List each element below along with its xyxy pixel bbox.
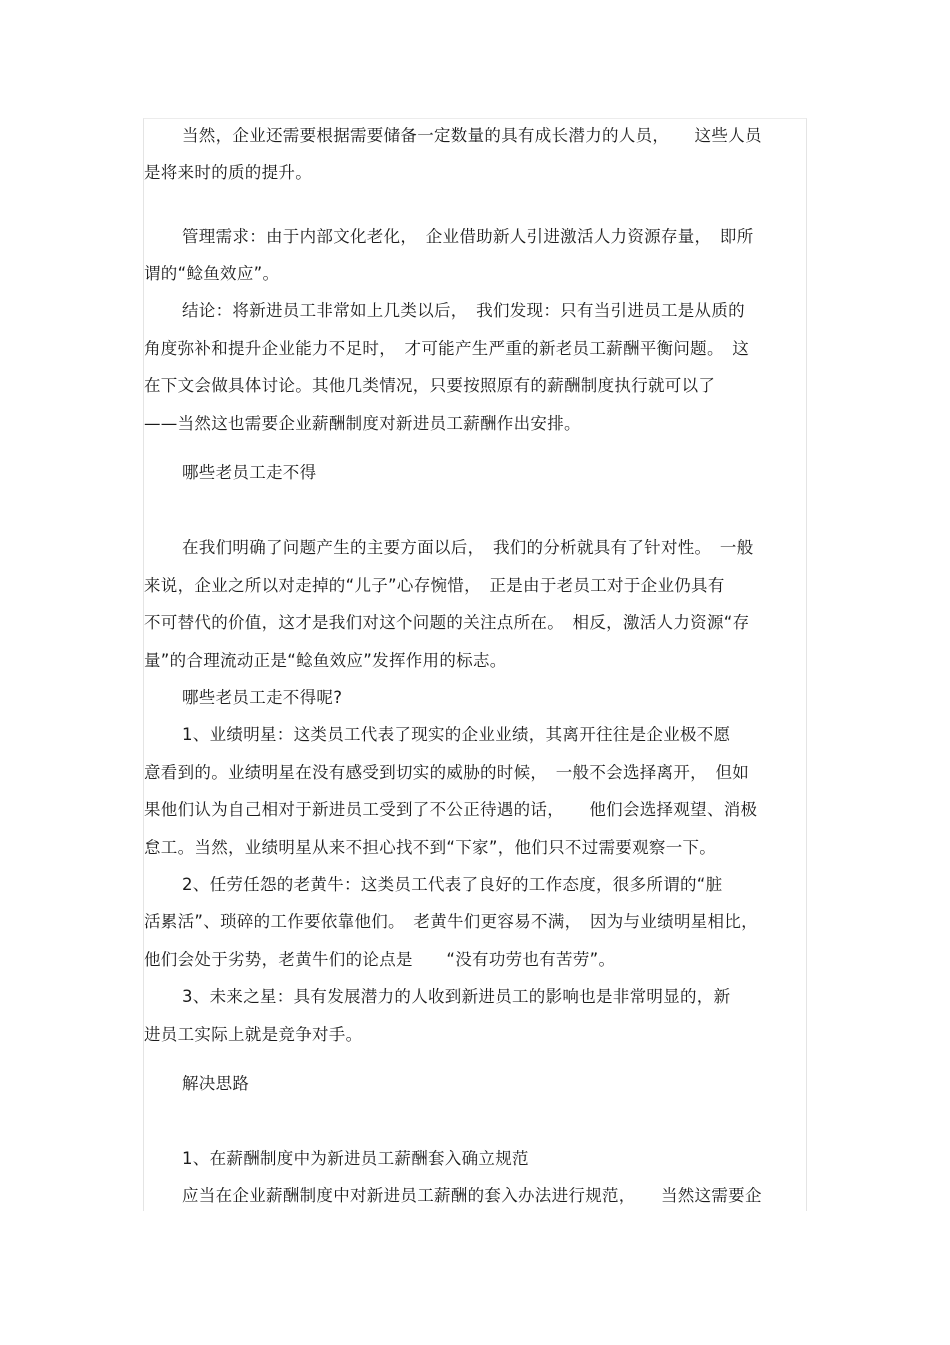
text-line: 他们会处于劣势，老黄牛们的论点是 “没有功劳也有苦劳”。 <box>144 950 616 969</box>
text-line: 管理需求：由于内部文化老化， 企业借助新人引进激活人力资源存量， 即所 <box>182 227 754 246</box>
section-heading: 解决思路 <box>182 1074 250 1093</box>
text-line: 哪些老员工走不得呢? <box>182 688 343 707</box>
text-line: 进员工实际上就是竞争对手。 <box>144 1025 363 1044</box>
text-line: 是将来时的质的提升。 <box>144 163 312 182</box>
text-line: 不可替代的价值，这才是我们对这个问题的关注点所在。 相反，激活人力资源“存 <box>144 613 750 632</box>
text-line: 来说，企业之所以对走掉的“儿子”心存惋惜， 正是由于老员工对于企业仍具有 <box>144 576 725 595</box>
text-line: 谓的“鲶鱼效应”。 <box>144 264 280 283</box>
text-line: 角度弥补和提升企业能力不足时， 才可能产生严重的新老员工薪酬平衡问题。 这 <box>144 339 750 358</box>
text-line: 1、业绩明星：这类员工代表了现实的企业业绩，其离开往往是企业极不愿 <box>182 725 731 744</box>
text-line: 在下文会做具体讨论。其他几类情况，只要按照原有的薪酬制度执行就可以了 <box>144 376 716 395</box>
text-line: 2、任劳任怨的老黄牛：这类员工代表了良好的工作态度，很多所谓的“脏 <box>182 875 723 894</box>
text-line: 在我们明确了问题产生的主要方面以后， 我们的分析就具有了针对性。 一般 <box>182 538 754 557</box>
text-line: 结论：将新进员工非常如上几类以后， 我们发现：只有当引进员工是从质的 <box>182 301 745 320</box>
document-page <box>143 118 807 1211</box>
subsection-heading: 1、在薪酬制度中为新进员工薪酬套入确立规范 <box>182 1149 529 1168</box>
text-line: ——当然这也需要企业薪酬制度对新进员工薪酬作出安排。 <box>144 414 581 433</box>
text-line: 应当在企业薪酬制度中对新进员工薪酬的套入办法进行规范， 当然这需要企 <box>182 1186 762 1205</box>
text-line: 活累活”、琐碎的工作要依靠他们。 老黄牛们更容易不满， 因为与业绩明星相比， <box>144 912 758 931</box>
text-line: 果他们认为自己相对于新进员工受到了不公正待遇的话， 他们会选择观望、消极 <box>144 800 758 819</box>
text-line: 3、未来之星：具有发展潜力的人收到新进员工的影响也是非常明显的，新 <box>182 987 731 1006</box>
section-heading: 哪些老员工走不得 <box>182 463 317 482</box>
text-line: 当然，企业还需要根据需要储备一定数量的具有成长潜力的人员， 这些人员 <box>182 126 762 145</box>
text-line: 怠工。当然，业绩明星从来不担心找不到“下家”，他们只不过需要观察一下。 <box>144 838 717 857</box>
text-line: 量”的合理流动正是“鲶鱼效应”发挥作用的标志。 <box>144 651 507 670</box>
text-line: 意看到的。业绩明星在没有感受到切实的威胁的时候， 一般不会选择离开， 但如 <box>144 763 750 782</box>
